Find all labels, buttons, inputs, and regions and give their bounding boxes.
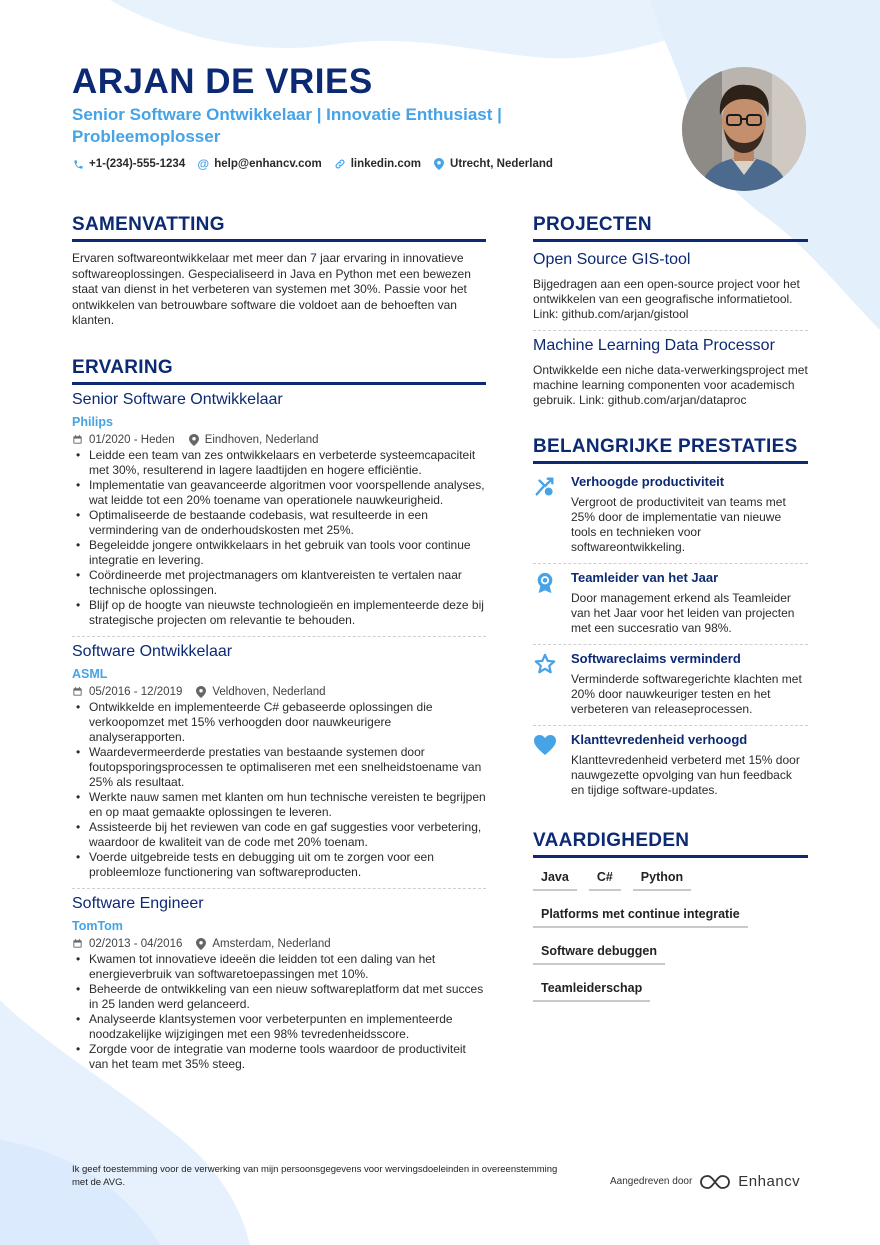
achievements-heading: BELANGRIJKE PRESTATIES: [533, 436, 808, 464]
job-meta: [72, 938, 486, 950]
bullet-item: • Kwamen tot innovatieve ideeën die leidden tot een daling van het energieverbruik van softwaretoepassingen met 10%.: [72, 952, 486, 982]
project-description: Bijgedragen aan een open-source project voor het ontwikkelen van een geografische informatietool. Link: github.com/arjan/gistool: [533, 277, 800, 321]
summary-text: Ervaren softwareontwikkelaar met meer dan 7 jaar ervaring in innovatieve softwareoplossingen. Gespecialiseerd in Java en Python met een bewezen staat van dienst in het verbeteren van systemen met 30%. Passie voor het ontwikkelen van betrouwbare software die voldoet aan de behoeften van klanten.: [72, 251, 471, 327]
phone-icon: [72, 158, 84, 170]
bullet-item: • Blijf op de hoogte van nieuwste technologieën en implementeerde deze bij strategische projecten om relevantie te behouden.: [72, 598, 486, 628]
achievement-description: Verminderde softwaregerichte klachten met 20% door nauwkeuriger testen en het verbeteren van releaseprocessen.: [571, 672, 802, 716]
medal-icon: [533, 570, 557, 636]
achievement-title: Teamleider van het Jaar: [571, 570, 719, 585]
experience-entry: [72, 643, 486, 880]
at-icon: @: [197, 157, 210, 171]
projects-heading: PROJECTEN: [533, 214, 808, 242]
entry-divider: [72, 888, 486, 889]
job-dates-text: 01/2020 - Heden: [89, 433, 175, 446]
job-bullets: [72, 952, 486, 1072]
gdpr-consent-note: Ik geef toestemming voor de verwerking van mijn persoonsgegevens voor wervingsdoeleinden in overeenstemming met de AVG.: [72, 1164, 558, 1188]
bullet-item: • Voerde uitgebreide tests en debugging uit om te zorgen voor een probleemloze functionering van softwareproducten.: [72, 850, 486, 880]
powered-by-label: Aangedreven door: [610, 1176, 693, 1187]
skills-list: [533, 870, 808, 1002]
contact-phone[interactable]: [72, 158, 185, 170]
job-location: [189, 434, 319, 446]
company-name: Philips: [72, 414, 113, 429]
left-column: [72, 214, 486, 1072]
bullet-item: • Leidde een team van zes ontwikkelaars en verbeterde systeemcapaciteit met 30%, resulterend in lagere laadtijden en hogere efficiëntie.: [72, 448, 486, 478]
contact-email[interactable]: [197, 158, 322, 170]
calendar-icon: [72, 686, 83, 697]
candidate-headline: Senior Software Ontwikkelaar | Innovatie Enthusiast | Probleemoplosser: [72, 105, 502, 146]
job-dates: [72, 686, 182, 698]
project-entry: [533, 337, 808, 408]
contact-phone-text: +1-(234)-555-1234: [89, 158, 186, 170]
location-pin-icon: [433, 158, 445, 170]
profile-photo: [682, 67, 806, 191]
job-title: Software Engineer: [72, 894, 204, 912]
achievement-title: Softwareclaims verminderd: [571, 651, 741, 666]
bullet-item: • Coördineerde met projectmanagers om klantvereisten te vertalen naar technische oplossingen.: [72, 568, 486, 598]
company-name: ASML: [72, 666, 108, 681]
bullet-item: • Beheerde de ontwikkeling van een nieuw softwareplatform dat met succes in 25 landen werd gelanceerd.: [72, 982, 486, 1012]
bullet-item: • Begeleidde jongere ontwikkelaars in het gebruik van tools voor continue integratie en levering.: [72, 538, 486, 568]
job-location-text: Amsterdam, Nederland: [212, 937, 331, 950]
bullet-item: • Optimaliseerde de bestaande codebasis, wat resulteerde in een vermindering van de onderhoudskosten met 25%.: [72, 508, 486, 538]
bullet-item: • Implementatie van geavanceerde algoritmen voor voorspellende analyses, wat leidde tot een 20% toename van operationele nauwkeurigheid.: [72, 478, 486, 508]
contact-bar: [72, 158, 553, 170]
achievements-section: [533, 436, 808, 798]
job-bullets: [72, 448, 486, 628]
entry-divider: [533, 644, 808, 645]
skill-tag: Teamleiderschap: [533, 981, 650, 1002]
candidate-name: ARJAN DE VRIES: [72, 62, 373, 101]
project-title: Open Source GIS-tool: [533, 251, 691, 268]
bullet-item: • Assisteerde bij het reviewen van code en gaf suggesties voor verbetering, waardoor de kwaliteit van de code met 20% toenam.: [72, 820, 486, 850]
entry-divider: [533, 563, 808, 564]
enhancv-logo-icon: [700, 1174, 730, 1190]
job-dates-text: 02/2013 - 04/2016: [89, 937, 183, 950]
achievement-entry: [533, 570, 808, 636]
bullet-item: • Ontwikkelde en implementeerde C# gebaseerde oplossingen die verkoopomzet met 15% verhoogden door nauwkeurigere analyserapporten.: [72, 700, 486, 745]
skill-tag: Platforms met continue integratie: [533, 907, 748, 928]
chart-arrows-icon: [533, 474, 557, 555]
calendar-icon: [72, 938, 83, 949]
job-location-text: Eindhoven, Nederland: [204, 433, 319, 446]
achievement-entry: [533, 651, 808, 717]
location-pin-icon: [189, 434, 199, 446]
entry-divider: [533, 725, 808, 726]
job-dates-text: 05/2016 - 12/2019: [89, 685, 183, 698]
contact-location-text: Utrecht, Nederland: [450, 158, 553, 170]
achievement-entry: [533, 474, 808, 555]
powered-by[interactable]: [610, 1173, 800, 1190]
summary-heading: SAMENVATTING: [72, 214, 486, 242]
job-title: Senior Software Ontwikkelaar: [72, 390, 283, 408]
job-dates: [72, 434, 175, 446]
contact-email-text: help@enhancv.com: [214, 158, 322, 170]
bullet-item: • Zorgde voor de integratie van moderne tools waardoor de productiviteit van het team met 35% steeg.: [72, 1042, 486, 1072]
job-meta: [72, 434, 486, 446]
job-location: [196, 686, 325, 698]
achievement-title: Verhoogde productiviteit: [571, 474, 725, 489]
heart-icon: [533, 732, 557, 798]
bullet-item: • Werkte nauw samen met klanten om hun technische vereisten te begrijpen en op maat gemaakte oplossingen te leveren.: [72, 790, 486, 820]
achievement-description: Door management erkend als Teamleider van het Jaar voor het leiden van projecten met een succesratio van 98%.: [571, 591, 795, 635]
bullet-item: • Waardevermeerderde prestaties van bestaande systemen door foutopsporingsprocessen te optimaliseren met een snelheidstoename van 25% als resultaat.: [72, 745, 486, 790]
entry-divider: [533, 330, 808, 331]
skills-section: [533, 830, 808, 1002]
project-description: Ontwikkelde een niche data-verwerkingsproject met machine learning componenten voor academisch gebruik. Link: github.com/arjan/dataproc: [533, 363, 808, 407]
right-column: [533, 214, 808, 1002]
project-title: Machine Learning Data Processor: [533, 337, 775, 354]
achievement-description: Klanttevredenheid verbeterd met 15% door nauwgezette opvolging van hun feedback en tijdige software-updates.: [571, 753, 800, 797]
skill-tag: Python: [633, 870, 691, 891]
bullet-item: • Analyseerde klantsystemen voor verbeterpunten en implementeerde noodzakelijke wijzigingen met een 98% tevredenheidsscore.: [72, 1012, 486, 1042]
summary-section: [72, 214, 486, 329]
company-name: TomTom: [72, 918, 123, 933]
skills-heading: VAARDIGHEDEN: [533, 830, 808, 858]
contact-linkedin-text: linkedin.com: [350, 158, 422, 170]
location-pin-icon: [196, 938, 206, 950]
skill-tag: Software debuggen: [533, 944, 665, 965]
job-bullets: [72, 700, 486, 880]
skill-tag: Java: [533, 870, 577, 891]
experience-entry: [72, 895, 486, 1072]
entry-divider: [72, 636, 486, 637]
job-location-text: Veldhoven, Nederland: [212, 685, 326, 698]
projects-section: [533, 214, 808, 408]
link-icon: [334, 158, 346, 170]
contact-location: [433, 158, 553, 170]
job-dates: [72, 938, 182, 950]
skill-tag: C#: [589, 870, 621, 891]
location-pin-icon: [196, 686, 206, 698]
contact-linkedin[interactable]: [334, 158, 421, 170]
experience-heading: ERVARING: [72, 357, 486, 385]
achievement-entry: [533, 732, 808, 798]
calendar-icon: [72, 434, 83, 445]
brand-name: Enhancv: [738, 1173, 801, 1190]
experience-section: [72, 357, 486, 1072]
achievement-title: Klanttevredenheid verhoogd: [571, 732, 748, 747]
job-location: [196, 938, 330, 950]
job-meta: [72, 686, 486, 698]
achievement-description: Vergroot de productiviteit van teams met 25% door de implementatie van nieuwe tools en technieken voor softwareontwikkeling.: [571, 495, 786, 554]
project-entry: [533, 251, 808, 322]
experience-entry: [72, 391, 486, 628]
star-icon: [533, 651, 557, 717]
job-title: Software Ontwikkelaar: [72, 642, 233, 660]
